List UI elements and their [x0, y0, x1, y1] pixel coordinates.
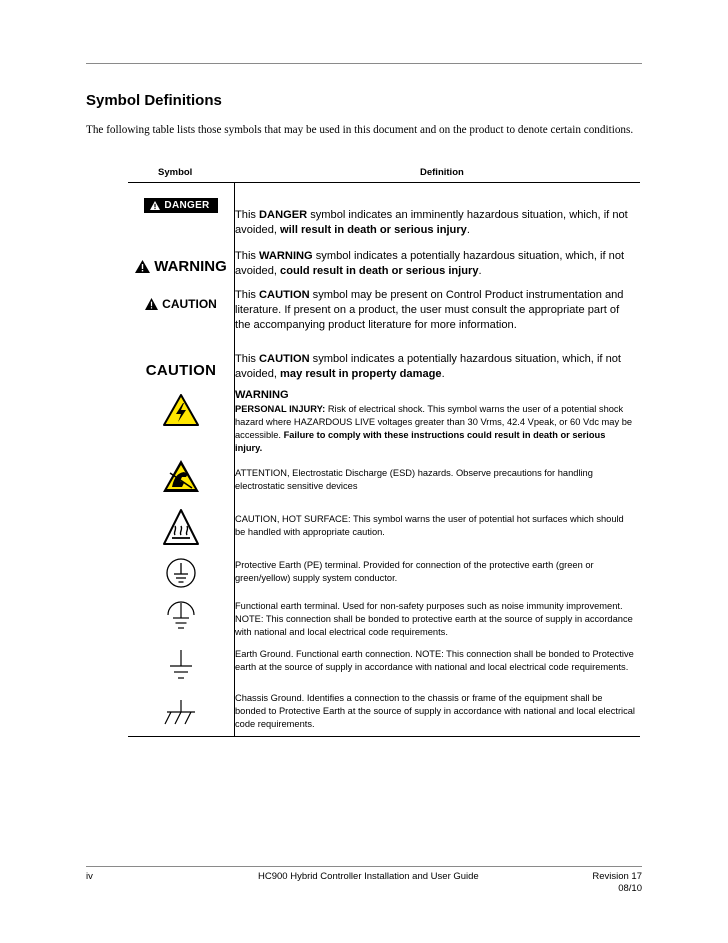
table-row-definition: This CAUTION symbol indicates a potentially hazardous situation, which, if not avoided, may result in property damage. — [235, 353, 622, 380]
earth-ground-icon — [165, 648, 197, 684]
header-rule — [86, 63, 642, 64]
chassis-ground-icon — [161, 698, 201, 728]
symbol-table — [128, 160, 640, 737]
danger-label: DANGER — [144, 198, 217, 213]
table-row-symbol — [128, 455, 234, 497]
esd-icon — [162, 459, 200, 493]
table-row-definition: ATTENTION, Electrostatic Discharge (ESD) hazards. Observe precautions for handling electrostatic sensitive devices — [235, 468, 593, 491]
hot-surface-icon — [162, 508, 200, 546]
table-body — [128, 183, 640, 737]
electrical-shock-icon — [163, 394, 199, 426]
page-heading: Symbol Definitions — [86, 92, 222, 109]
warning-label: WARNING — [135, 258, 227, 275]
table-row-symbol — [128, 505, 234, 549]
protective-earth-icon — [165, 557, 197, 589]
table-row-symbol — [128, 597, 234, 637]
caution-label: CAUTION — [145, 361, 217, 379]
caution-triangle-icon — [145, 298, 158, 310]
table-row-symbol — [128, 645, 234, 687]
footer-rule — [86, 866, 642, 867]
footer-revision: Revision 17 08/10 — [592, 871, 642, 894]
footer-page-number: iv — [86, 871, 93, 882]
table-row-symbol — [128, 289, 234, 319]
table-row-definition: Chassis Ground. Identifies a connection to the chassis or frame of the equipment shall be bonded to Protective Earth at the source of supply in accordance with national and local electrical code requirements. — [235, 693, 636, 729]
footer-document-title: HC900 Hybrid Controller Installation and User Guide — [258, 871, 479, 882]
table-row-definition: Protective Earth (PE) terminal. Provided for connection of the protective earth (green or green/yellow) supply system conductor. — [235, 560, 594, 583]
danger-triangle-icon — [150, 201, 160, 210]
table-row-symbol — [128, 355, 234, 385]
caution-label-with-triangle: CAUTION — [145, 297, 217, 311]
table-row-definition: This WARNING symbol indicates a potentially hazardous situation, which, if not avoided, could result in death or serious injury. — [235, 250, 625, 277]
table-row-symbol — [128, 553, 234, 593]
column-header-definition: Definition — [420, 167, 464, 178]
table-row-definition: WARNING PERSONAL INJURY: Risk of electrical shock. This symbol warns the user of a potential shock hazard where HAZARDOUS LIVE voltages greater than 30 Vrms, 42.4 Vpeak, or 60 Vdc may be accessible. Failure to comply with these instructions could result in death or serious injury. — [235, 389, 633, 453]
table-header — [128, 160, 640, 183]
table-row-definition: This CAUTION symbol may be present on Control Product instrumentation and literature. If present on a product, the user must consult the appropriate part of the accompanying product literature for more information. — [235, 289, 624, 331]
intro-paragraph: The following table lists those symbols that may be used in this document and on the product to denote certain conditions. — [86, 124, 634, 136]
table-row-definition: This DANGER symbol indicates an imminently hazardous situation, which, if not avoided, will result in death or serious injury. — [235, 209, 628, 236]
table-row-definition: CAUTION, HOT SURFACE: This symbol warns the user of potential hot surfaces which should be handled with appropriate caution. — [235, 514, 624, 537]
table-row-symbol — [128, 389, 234, 431]
table-row-definition: Functional earth terminal. Used for non-safety purposes such as noise immunity improvement. NOTE: This connection shall be bonded to protective earth at the source of supply in accordance with national and local electrical code requirements. — [235, 601, 633, 637]
column-header-symbol: Symbol — [158, 167, 193, 178]
table-row-definition: Earth Ground. Functional earth connection. NOTE: This connection shall be bonded to Protective earth at the source of supply in accordance with national and local electrical code requirements. — [235, 649, 634, 672]
table-row-symbol — [128, 249, 234, 283]
warning-triangle-icon — [135, 260, 150, 273]
table-row-symbol — [128, 693, 234, 733]
table-row-symbol — [128, 187, 234, 223]
functional-earth-icon — [165, 601, 197, 633]
